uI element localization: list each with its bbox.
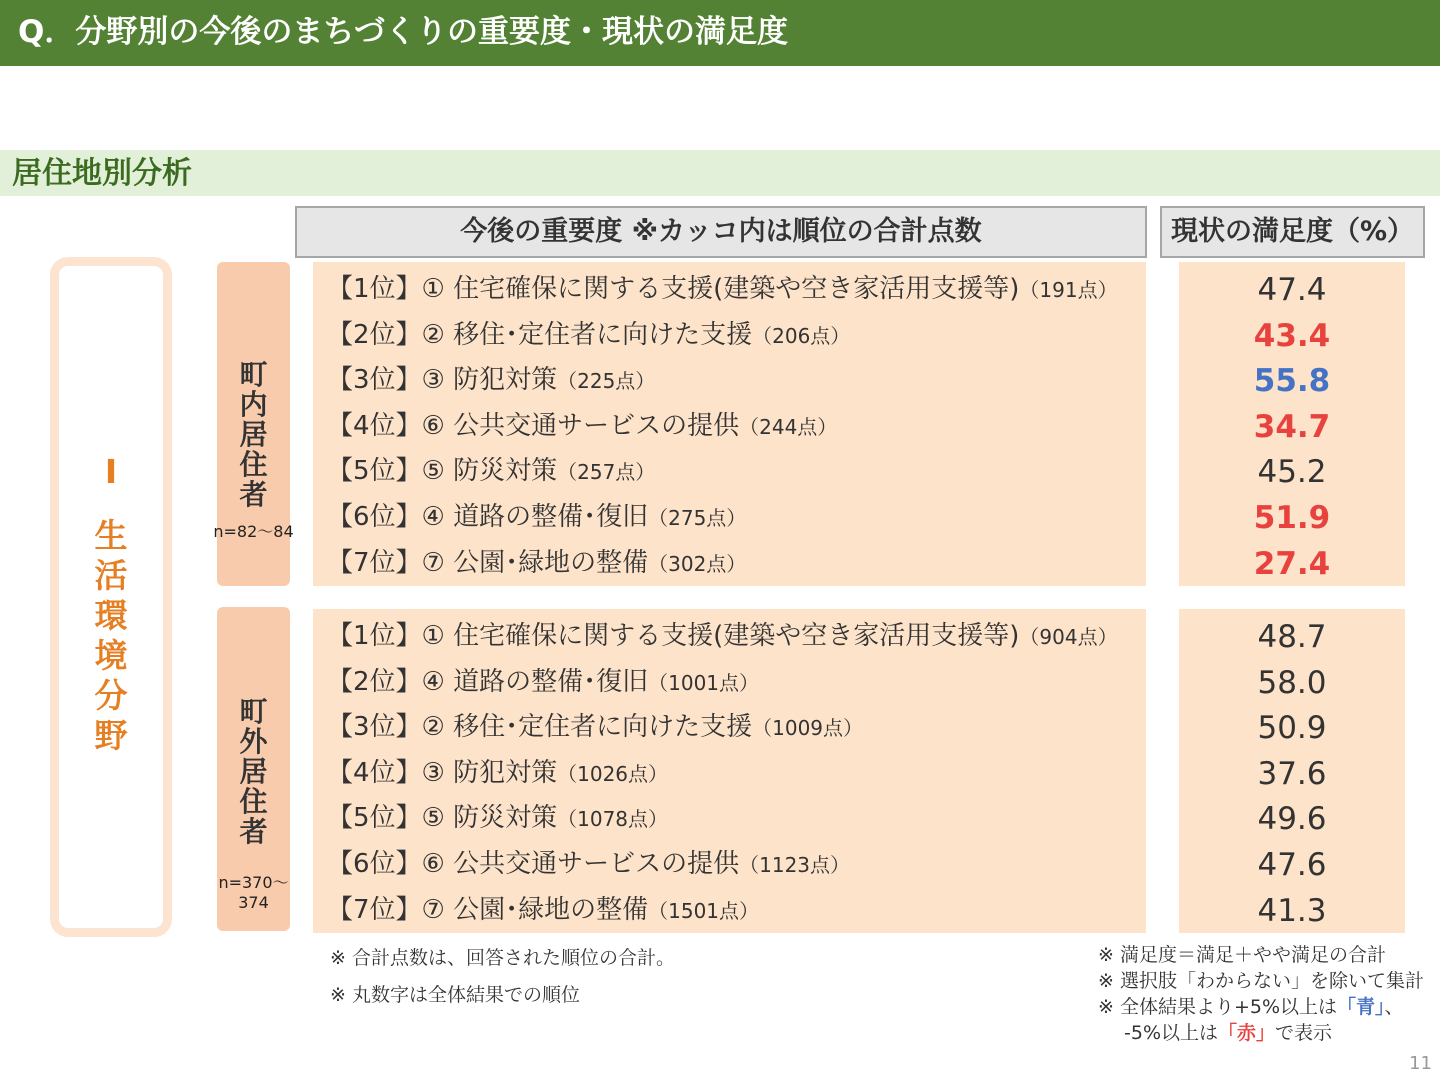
- page-number: 11: [1409, 1053, 1432, 1074]
- row-points: （1026点）: [557, 761, 669, 786]
- field-numeral: Ⅰ: [104, 452, 118, 491]
- satisfaction-value: 47.6: [1257, 847, 1327, 883]
- importance-row: [327, 409, 837, 444]
- row-points: （302点）: [648, 551, 747, 576]
- row-points: （904点）: [1019, 625, 1118, 649]
- satisfaction-value: 41.3: [1257, 892, 1327, 929]
- group-label-text: 町 内 居 住 者: [239, 358, 268, 511]
- note-color-legend-1: ※ 全体結果より+5%以上は「青」、: [1098, 996, 1404, 1018]
- importance-row: [327, 363, 655, 398]
- row-points: （225点）: [557, 369, 656, 394]
- satisfaction-value: 37.6: [1257, 755, 1327, 792]
- importance-row: [327, 546, 746, 581]
- satisfaction-value: 48.7: [1257, 619, 1327, 655]
- row-label: 【4位】③ 防犯対策: [327, 757, 558, 788]
- row-label: 【7位】⑦ 公園･緑地の整備: [327, 894, 649, 925]
- importance-column-header: 今後の重要度 ※カッコ内は順位の合計点数: [295, 206, 1147, 258]
- satisfaction-value: 43.4: [1253, 317, 1331, 354]
- importance-row: [327, 847, 850, 882]
- section-band: [0, 150, 1440, 196]
- importance-row: [327, 500, 746, 535]
- row-label: 【1位】① 住宅確保に関する支援(建築や空き家活用支援等): [327, 621, 1020, 651]
- note-total-points: ※ 合計点数は、回答された順位の合計。: [330, 947, 675, 969]
- importance-row: [327, 801, 668, 836]
- row-label: 【4位】⑥ 公共交通サービスの提供: [327, 410, 740, 441]
- satisfaction-value: 58.0: [1257, 664, 1327, 701]
- row-points: （257点）: [557, 460, 656, 485]
- note-circled-numbers: ※ 丸数字は全体結果での順位: [330, 984, 580, 1006]
- note-satisfaction-definition: ※ 満足度＝満足＋やや満足の合計: [1098, 944, 1386, 966]
- field-label-box: [50, 257, 172, 937]
- importance-row: [327, 756, 668, 791]
- blue-label: 「青」: [1337, 996, 1385, 1018]
- satisfaction-value: 34.7: [1253, 408, 1331, 445]
- satisfaction-panel-outside: [1179, 609, 1405, 933]
- row-label: 【2位】④ 道路の整備･復旧: [327, 666, 649, 697]
- row-label: 【5位】⑤ 防災対策: [327, 803, 558, 834]
- row-points: （191点）: [1019, 278, 1118, 302]
- row-points: （1078点）: [557, 807, 669, 832]
- row-label: 【6位】④ 道路の整備･復旧: [327, 502, 649, 532]
- satisfaction-value: 45.2: [1257, 454, 1327, 491]
- importance-row: [327, 272, 1118, 307]
- importance-row: [327, 454, 655, 489]
- section-title: 居住地別分析: [12, 156, 192, 191]
- title-bar: [0, 0, 1440, 66]
- row-label: 【6位】⑥ 公共交通サービスの提供: [327, 849, 740, 879]
- importance-row: [327, 710, 863, 745]
- row-points: （206点）: [752, 323, 851, 348]
- importance-row: [327, 665, 759, 700]
- importance-panel-town: [313, 262, 1146, 586]
- satisfaction-panel-town: [1179, 262, 1405, 586]
- satisfaction-value: 50.9: [1257, 710, 1327, 747]
- satisfaction-value: 49.6: [1257, 801, 1327, 838]
- row-label: 【3位】③ 防犯対策: [327, 365, 558, 396]
- row-points: （1009点）: [752, 716, 864, 741]
- page-title: Q．分野別の今後のまちづくりの重要度・現状の満足度: [18, 14, 789, 50]
- red-label: 「赤」: [1218, 1022, 1276, 1044]
- row-points: （244点）: [739, 414, 838, 439]
- row-points: （275点）: [648, 506, 747, 530]
- sample-size-town: n=82～84: [213, 522, 294, 541]
- row-label: 【5位】⑤ 防災対策: [327, 456, 558, 487]
- satisfaction-value: 47.4: [1257, 272, 1327, 308]
- satisfaction-value: 51.9: [1253, 500, 1331, 536]
- satisfaction-value: 27.4: [1253, 545, 1331, 582]
- note-exclusion: ※ 選択肢「わからない」を除いて集計: [1098, 970, 1424, 992]
- row-label: 【1位】① 住宅確保に関する支援(建築や空き家活用支援等): [327, 274, 1020, 304]
- group-label-text: 町 外 居 住 者: [239, 695, 268, 848]
- field-label: 生 活 環 境 分 野: [94, 516, 128, 755]
- row-label: 【7位】⑦ 公園･緑地の整備: [327, 547, 649, 578]
- row-points: （1001点）: [648, 670, 760, 695]
- importance-panel-outside: [313, 609, 1146, 933]
- importance-row: [327, 318, 850, 353]
- importance-row: [327, 619, 1118, 654]
- row-label: 【3位】② 移住･定住者に向けた支援: [327, 712, 753, 743]
- importance-row: [327, 893, 759, 928]
- row-points: （1123点）: [739, 853, 851, 877]
- sample-size-outside: n=370～ 374: [218, 873, 289, 912]
- satisfaction-column-header: 現状の満足度（%）: [1160, 206, 1425, 258]
- note-color-legend-2: -5%以上は「赤」で表示: [1124, 1022, 1333, 1044]
- row-points: （1501点）: [648, 898, 760, 923]
- satisfaction-value: 55.8: [1253, 363, 1331, 400]
- row-label: 【2位】② 移住･定住者に向けた支援: [327, 319, 753, 350]
